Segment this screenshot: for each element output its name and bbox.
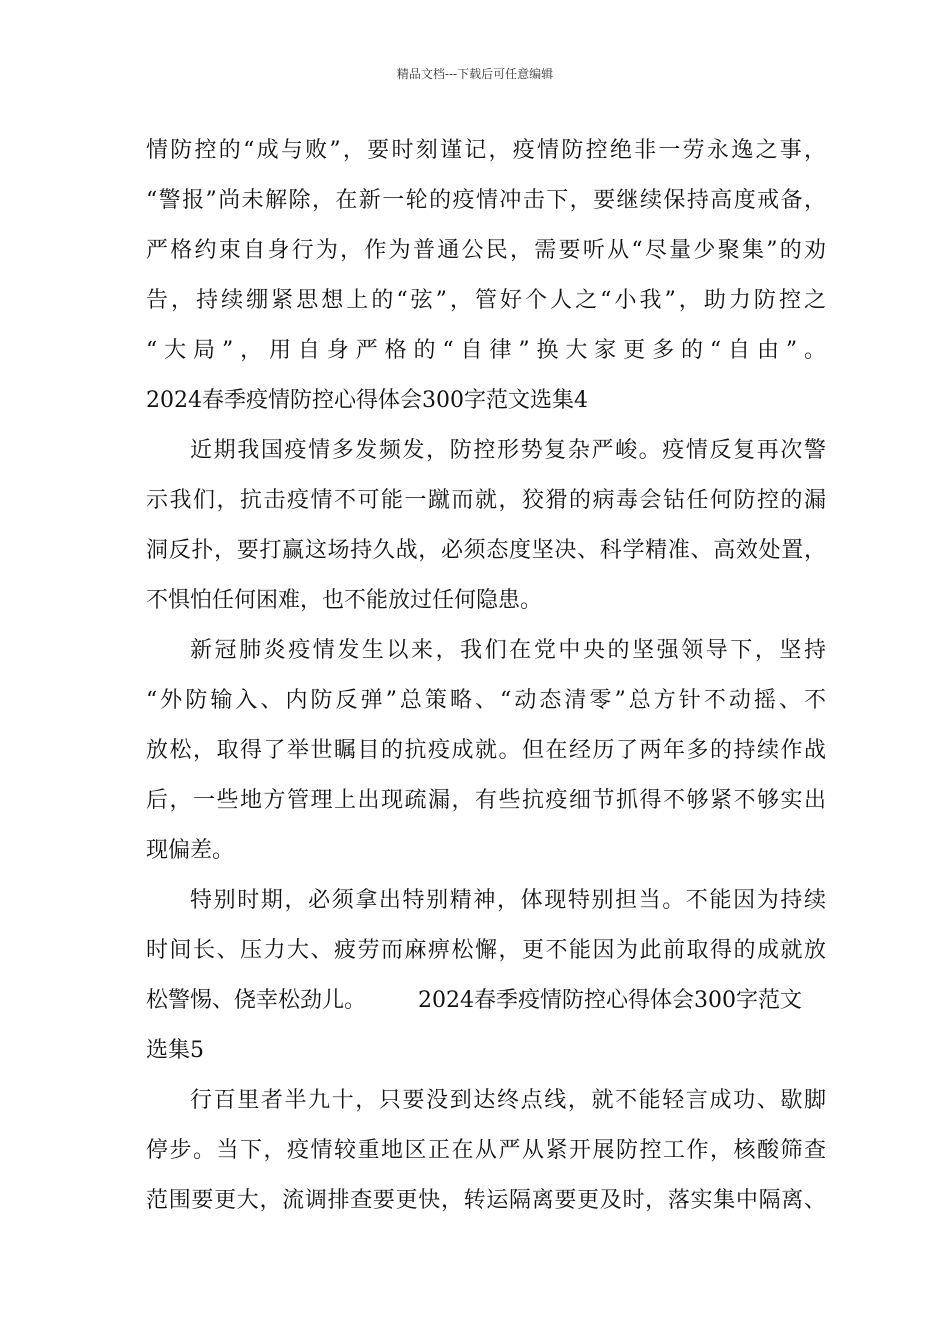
paragraph-line: 松警惕、侥幸松劲儿。 bbox=[146, 988, 367, 1013]
paragraph-line: 现偏差。 bbox=[146, 838, 235, 863]
paragraph-line: “外防输入、内防反弹”总策略、“动态清零”总方针不动摇、不 bbox=[146, 688, 826, 713]
paragraph-line: 情防控的“成与败”，要时刻谨记，疫情防控绝非一劳永逸之事， bbox=[146, 138, 826, 163]
paragraph-line: 近期我国疫情多发频发，防控形势复杂严峻。疫情反复再次警 bbox=[190, 438, 826, 463]
paragraph-line: 示我们，抗击疫情不可能一蹴而就，狡猾的病毒会钻任何防控的漏 bbox=[146, 488, 826, 513]
section-heading: 2024春季疫情防控心得体会300字范文 bbox=[418, 988, 802, 1013]
paragraph-line: 放松，取得了举世瞩目的抗疫成就。但在经历了两年多的持续作战 bbox=[146, 738, 826, 763]
paragraph-line: 后，一些地方管理上出现疏漏，有些抗疫细节抓得不够紧不够实出 bbox=[146, 788, 826, 813]
paragraph-line: “大局”，用自身严格的“自律”换大家更多的“自由”。 bbox=[146, 338, 826, 363]
paragraph-line: 行百里者半九十，只要没到达终点线，就不能轻言成功、歇脚 bbox=[190, 1088, 826, 1113]
paragraph-line: 不惧怕任何困难，也不能放过任何隐患。 bbox=[146, 588, 543, 613]
paragraph-line: “警报”尚未解除，在新一轮的疫情冲击下，要继续保持高度戒备， bbox=[146, 188, 826, 213]
paragraph-line: 特别时期，必须拿出特别精神，体现特别担当。不能因为持续 bbox=[190, 888, 826, 913]
paragraph-line: 告，持续绷紧思想上的“弦”，管好个人之“小我”，助力防控之 bbox=[146, 288, 826, 313]
paragraph-line: 新冠肺炎疫情发生以来，我们在党中央的坚强领导下，坚持 bbox=[190, 638, 826, 663]
paragraph-line: 洞反扑，要打赢这场持久战，必须态度坚决、科学精准、高效处置， bbox=[146, 538, 826, 563]
paragraph-line: 严格约束自身行为，作为普通公民，需要听从“尽量少聚集”的劝 bbox=[146, 238, 826, 263]
section-heading: 选集5 bbox=[146, 1038, 204, 1063]
paragraph-line: 时间长、压力大、疲劳而麻痹松懈，更不能因为此前取得的成就放 bbox=[146, 938, 826, 963]
section-heading: 2024春季疫情防控心得体会300字范文选集4 bbox=[146, 388, 588, 413]
paragraph-line: 停步。当下，疫情较重地区正在从严从紧开展防控工作，核酸筛查 bbox=[146, 1138, 826, 1163]
page-header: 精品文档---下载后可任意编辑 bbox=[396, 67, 554, 81]
paragraph-line: 范围要更大，流调排查要更快，转运隔离要更及时，落实集中隔离、 bbox=[146, 1188, 826, 1213]
